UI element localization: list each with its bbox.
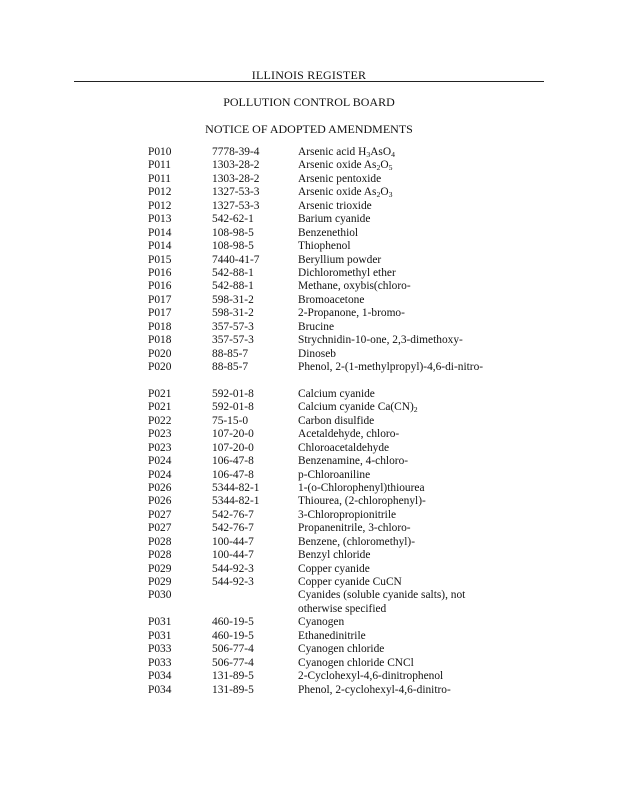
cas-number: 542-88-1 <box>212 266 254 279</box>
table-row <box>0 361 619 388</box>
table-row <box>0 643 619 656</box>
table-row <box>0 348 619 361</box>
table-row <box>0 657 619 670</box>
cas-number: 506-77-4 <box>212 643 254 656</box>
substance-name: Propanenitrile, 3-chloro- <box>298 522 411 535</box>
waste-code: P017 <box>148 307 172 320</box>
notice-title: NOTICE OF ADOPTED AMENDMENTS <box>205 122 413 136</box>
cas-number: 106-47-8 <box>212 455 254 468</box>
table-row <box>0 495 619 508</box>
table-row <box>0 388 619 401</box>
waste-code: P013 <box>148 213 172 226</box>
substance-name: Chloroacetaldehyde <box>298 441 390 454</box>
header-rule <box>74 81 544 82</box>
substance-name: Phenol, 2-(1-methylpropyl)-4,6-di-nitro- <box>298 361 484 373</box>
table-row <box>0 482 619 495</box>
cas-number: 542-76-7 <box>212 508 254 521</box>
cas-number: 131-89-5 <box>212 683 254 696</box>
table-row <box>0 509 619 522</box>
cas-number: 108-98-5 <box>212 240 254 253</box>
table-row <box>0 267 619 280</box>
cas-number: 357-57-3 <box>212 320 254 333</box>
table-row <box>0 630 619 643</box>
substance-name: Strychnidin-10-one, 2,3-dimethoxy- <box>298 334 463 347</box>
waste-code: P015 <box>148 253 172 266</box>
waste-code: P029 <box>148 576 172 589</box>
waste-code: P011 <box>148 159 171 172</box>
substance-name: Bromoacetone <box>298 293 365 306</box>
table-row <box>0 455 619 468</box>
cas-number: 75-15-0 <box>212 414 249 427</box>
waste-code: P016 <box>148 266 172 279</box>
cas-number: 460-19-5 <box>212 629 254 642</box>
substance-name: Copper cyanide CuCN <box>298 576 402 589</box>
cas-number: 100-44-7 <box>212 535 254 548</box>
waste-code: P012 <box>148 186 172 199</box>
cas-number: 5344-82-1 <box>212 495 260 508</box>
substance-name: Benzenamine, 4-chloro- <box>298 455 409 468</box>
substance-name: Brucine <box>298 320 335 333</box>
substance-name: Benzenethiol <box>298 226 359 239</box>
table-row <box>0 415 619 428</box>
substance-name: Benzyl chloride <box>298 549 371 562</box>
waste-code: P033 <box>148 643 172 656</box>
cas-number: 506-77-4 <box>212 656 254 669</box>
waste-code: P012 <box>148 199 172 212</box>
cas-number: 592-01-8 <box>212 387 254 400</box>
waste-code: P024 <box>148 468 172 481</box>
table-row <box>0 254 619 267</box>
cas-number: 544-92-3 <box>212 576 254 589</box>
waste-code: P034 <box>148 670 172 683</box>
table-row <box>0 213 619 226</box>
waste-code: P028 <box>148 535 172 548</box>
substance-name: Arsenic acid $H_3AsO_4$ <box>298 146 395 159</box>
cas-number: 1327-53-3 <box>212 186 260 199</box>
cas-number: 5344-82-1 <box>212 481 260 494</box>
waste-code: P020 <box>148 347 172 360</box>
cas-number: 1303-28-2 <box>212 172 260 185</box>
cas-number: 106-47-8 <box>212 468 254 481</box>
waste-code: P021 <box>148 401 172 414</box>
waste-code: P023 <box>148 441 172 454</box>
waste-code: P016 <box>148 280 172 293</box>
waste-code: P026 <box>148 481 172 494</box>
table-row <box>0 428 619 441</box>
substance-name: Cyanogen <box>298 616 345 629</box>
waste-code: P024 <box>148 455 172 468</box>
substance-name: Acetaldehyde, chloro- <box>298 428 400 441</box>
table-row <box>0 549 619 562</box>
substance-name: Dichloromethyl ether <box>298 266 396 279</box>
cas-number: 542-88-1 <box>212 280 254 293</box>
cas-number: 107-20-0 <box>212 428 254 441</box>
cas-number: 88-85-7 <box>212 347 249 360</box>
cas-number: 598-31-2 <box>212 293 254 306</box>
table-row <box>0 159 619 172</box>
cas-number: 542-76-7 <box>212 522 254 535</box>
substance-name: Dinoseb <box>298 347 336 360</box>
substance-name: Phenol, 2-cyclohexyl-4,6-dinitro- <box>298 683 451 696</box>
cas-number: 131-89-5 <box>212 670 254 683</box>
table-row <box>0 563 619 576</box>
waste-code: P010 <box>148 146 172 158</box>
substance-name: Methane, oxybis(chloro- <box>298 280 411 293</box>
table-row <box>0 173 619 186</box>
table-row <box>0 522 619 535</box>
table-row <box>0 146 619 159</box>
waste-code: P017 <box>148 293 172 306</box>
substance-name: Thiourea, (2-chlorophenyl)- <box>298 495 426 508</box>
table-row <box>0 684 619 697</box>
table-row <box>0 442 619 455</box>
table-row <box>0 280 619 293</box>
waste-code: P034 <box>148 683 172 696</box>
cas-number: 592-01-8 <box>212 401 254 414</box>
waste-code: P014 <box>148 226 172 239</box>
table-row <box>0 294 619 307</box>
substance-name: Copper cyanide <box>298 562 370 575</box>
substance-name: Benzene, (chloromethyl)- <box>298 535 416 548</box>
cas-number: 88-85-7 <box>212 361 249 373</box>
waste-code: P011 <box>148 172 171 185</box>
table-row <box>0 670 619 683</box>
cas-number: 598-31-2 <box>212 307 254 320</box>
waste-code: P027 <box>148 508 172 521</box>
cas-number: 544-92-3 <box>212 562 254 575</box>
waste-code: P023 <box>148 428 172 441</box>
waste-code: P021 <box>148 387 172 400</box>
waste-code: P031 <box>148 629 172 642</box>
table-row <box>0 334 619 347</box>
substance-name: Arsenic oxide $As_2O_3$ <box>298 186 393 200</box>
table-row <box>0 200 619 213</box>
table-row <box>0 227 619 240</box>
waste-code: P027 <box>148 522 172 535</box>
cas-number: 107-20-0 <box>212 441 254 454</box>
substance-name: Cyanogen chloride <box>298 643 385 656</box>
waste-code: P022 <box>148 414 172 427</box>
table-row <box>0 240 619 253</box>
cas-number: 100-44-7 <box>212 549 254 562</box>
table-row <box>0 576 619 589</box>
table-row <box>0 321 619 334</box>
table-row <box>0 186 619 199</box>
substance-name: Barium cyanide <box>298 213 371 226</box>
substance-name: Cyanides (soluble cyanide salts), not otherwise specified <box>298 589 466 615</box>
substance-name: Arsenic oxide $As_2O_5$ <box>298 159 393 173</box>
waste-code: P033 <box>148 656 172 669</box>
table-row <box>0 401 619 414</box>
board-title: POLLUTION CONTROL BOARD <box>223 95 395 109</box>
substance-name: Arsenic pentoxide <box>298 172 382 185</box>
waste-code-table <box>0 146 619 697</box>
substance-name: Thiophenol <box>298 240 351 253</box>
substance-name: Arsenic trioxide <box>298 199 372 212</box>
cas-number: 357-57-3 <box>212 334 254 347</box>
table-row <box>0 307 619 320</box>
substance-name: 3-Chloropropionitrile <box>298 508 397 521</box>
substance-name: 2-Cyclohexyl-4,6-dinitrophenol <box>298 670 444 683</box>
table-row <box>0 589 619 616</box>
substance-name: 1-(o-Chlorophenyl)thiourea <box>298 481 425 494</box>
waste-code: P018 <box>148 334 172 347</box>
substance-name: Cyanogen chloride CNCl <box>298 656 414 669</box>
substance-name: 2-Propanone, 1-bromo- <box>298 307 405 320</box>
substance-name: Beryllium powder <box>298 253 382 266</box>
cas-number: 7778-39-4 <box>212 146 260 158</box>
table-row <box>0 469 619 482</box>
waste-code: P029 <box>148 562 172 575</box>
waste-code: P030 <box>148 589 172 602</box>
cas-number: 108-98-5 <box>212 226 254 239</box>
waste-code: P020 <box>148 361 172 373</box>
register-title: ILLINOIS REGISTER <box>251 68 367 82</box>
table-row <box>0 536 619 549</box>
substance-name: Carbon disulfide <box>298 414 375 427</box>
substance-name: p-Chloroaniline <box>298 468 371 481</box>
cas-number: 460-19-5 <box>212 616 254 629</box>
cas-number: 542-62-1 <box>212 213 254 226</box>
waste-code: P026 <box>148 495 172 508</box>
waste-code: P031 <box>148 616 172 629</box>
cas-number: 1327-53-3 <box>212 199 260 212</box>
waste-code: P014 <box>148 240 172 253</box>
table-row <box>0 616 619 629</box>
substance-name: Ethanedinitrile <box>298 629 366 642</box>
substance-name: Calcium cyanide <box>298 387 375 400</box>
cas-number: 1303-28-2 <box>212 159 260 172</box>
substance-name: Calcium cyanide $Ca(CN)_2$ <box>298 401 418 415</box>
waste-code: P018 <box>148 320 172 333</box>
waste-code: P028 <box>148 549 172 562</box>
cas-number: 7440-41-7 <box>212 253 260 266</box>
